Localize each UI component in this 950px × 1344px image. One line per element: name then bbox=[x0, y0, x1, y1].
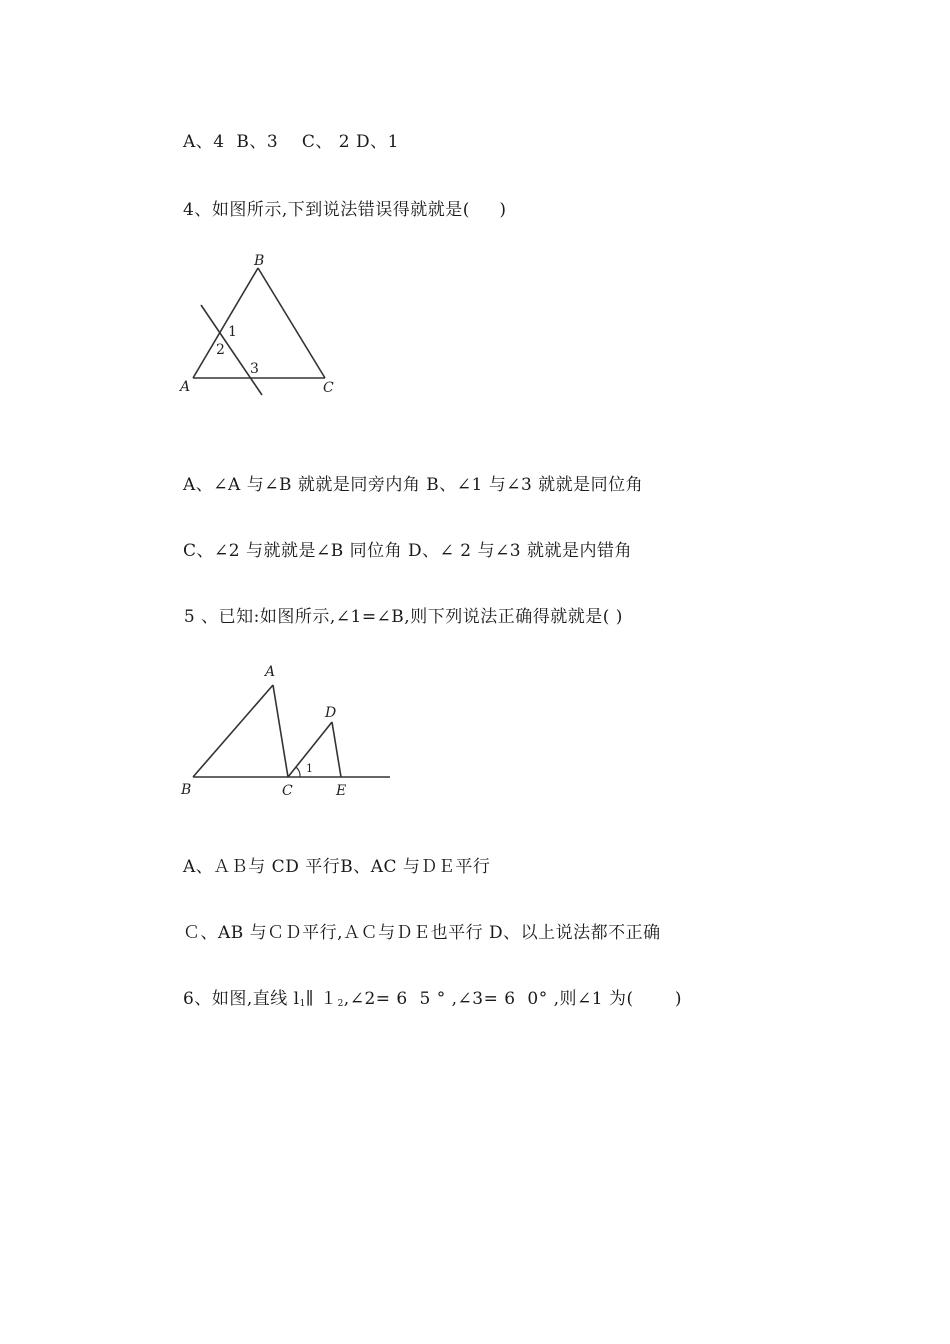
q6-stem bbox=[183, 984, 682, 1009]
label-C: C bbox=[323, 380, 334, 396]
figure-triangle-transversal bbox=[170, 245, 350, 405]
q4-options-ab: A、∠A 与∠B 就就是同旁内角 B、∠1 与∠3 就就是同位角 bbox=[183, 475, 644, 495]
q5-stem: 5 、已知:如图所示,∠1=∠B,则下列说法正确得就就是( ) bbox=[178, 607, 623, 627]
q5-options-cd: Ｃ、AB 与ＣＤ平行,ＡＣ与ＤＥ也平行 D、以上说法都不正确 bbox=[183, 923, 661, 943]
label-A: A bbox=[265, 664, 276, 680]
q6-text-mid: ∥ １ bbox=[305, 989, 338, 1009]
angle-label-1: 1 bbox=[306, 762, 313, 775]
figure-two-triangles bbox=[175, 655, 400, 805]
q6-subscript-1: 1 bbox=[299, 999, 306, 1009]
label-B: B bbox=[254, 253, 265, 269]
q6-subscript-2: 2 bbox=[337, 999, 344, 1009]
label-D: D bbox=[325, 705, 337, 721]
label-E: E bbox=[336, 783, 347, 799]
label-C: C bbox=[282, 783, 293, 799]
q4-stem: 4、如图所示,下到说法错误得就就是( ) bbox=[183, 200, 507, 220]
label-A: A bbox=[180, 379, 191, 395]
angle-label-1: 1 bbox=[228, 324, 237, 340]
angle-label-2: 2 bbox=[216, 342, 225, 358]
label-B: B bbox=[181, 782, 192, 798]
q5-options-ab: A、ＡＢ与 CD 平行B、AC 与ＤＥ平行 bbox=[183, 857, 491, 877]
q6-text-post: ,∠2= 6 5 ° ,∠3= 6 0° ,则∠1 为( ) bbox=[343, 989, 683, 1009]
q4-options-cd: C、∠2 与就就是∠B 同位角 D、∠ 2 与∠3 就就是内错角 bbox=[183, 541, 632, 561]
q3-options: A、4 B、3 C、 2 D、1 bbox=[183, 132, 399, 152]
angle-label-3: 3 bbox=[250, 361, 259, 377]
q6-text-pre: 6、如图,直线 l bbox=[183, 989, 300, 1009]
